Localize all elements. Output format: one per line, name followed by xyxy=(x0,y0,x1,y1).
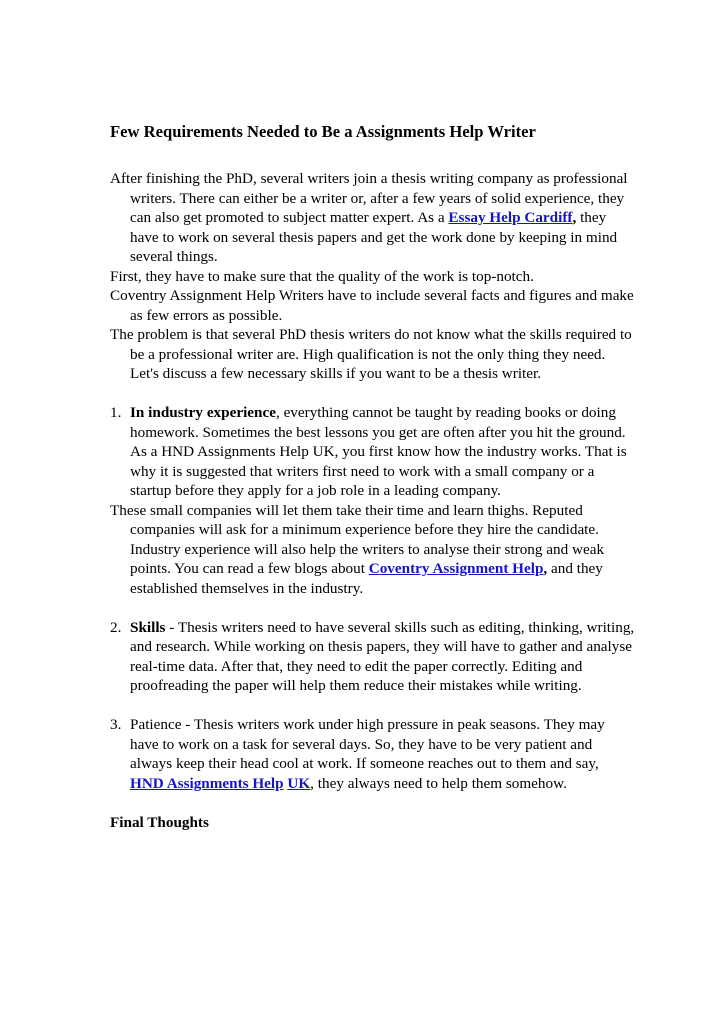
list-body-1: , everything cannot be taught by reading books or doing homework. Sometimes the best lessons you get are often after you hit the ground. As a HND Assignments Help UK, you first know how the industry works. That is why it is suggested that writers first need to work with a small company or a startup before they apply for a job role in a leading company. xyxy=(130,404,627,499)
list-body-2: - Thesis writers need to have several skills such as editing, thinking, writing, and research. While working on thesis papers, they will have to gather and analyse real-time data. After that, they need to edit the paper correctly. Editing and proofreading the paper will help them reduce their mistakes while writing. xyxy=(130,618,635,694)
list-bold-1: In industry experience xyxy=(130,404,276,421)
intro-paragraph-3: Coventry Assignment Help Writers have to include several facts and figures and make as few errors as possible. xyxy=(110,287,634,324)
document-body xyxy=(110,121,635,832)
item1-follow-before: These small companies will let them take their time and learn thighs. Reputed companies will ask for a minimum experience before they hire the candidate. Industry experience will also help the writers to analyse their strong and weak points. You can read a few blogs about xyxy=(110,501,605,577)
item1-follow-paragraph xyxy=(110,501,635,599)
intro-text-after-link: they have to work on several thesis papers and get the work done by keeping in mind several things. xyxy=(130,209,618,265)
list-body-3-after: , they always need to help them somehow. xyxy=(310,774,567,792)
uk-link[interactable]: UK xyxy=(287,774,311,792)
list-text-1 xyxy=(130,403,635,501)
essay-help-cardiff-link[interactable]: Essay Help Cardiff xyxy=(448,209,573,226)
list-item-2 xyxy=(110,618,635,696)
list-item-3 xyxy=(110,715,635,793)
list-item-1 xyxy=(110,403,635,501)
spacer xyxy=(110,598,635,618)
spacer xyxy=(110,793,635,813)
intro-text-before-link: After finishing the PhD, several writers join a thesis writing company as professional writers. There can either be a writer or, after a few years of solid experience, they can also get promoted to subject matter expert. As a xyxy=(110,170,628,226)
list-number-2: 2. xyxy=(110,618,122,636)
spacer xyxy=(110,696,635,716)
list-number-3: 3. xyxy=(110,716,122,733)
intro-paragraph-2: First, they have to make sure that the quality of the work is top-notch. xyxy=(110,267,534,285)
intro-link-comma: , xyxy=(572,209,577,226)
list-text-2 xyxy=(130,618,635,696)
hnd-assignments-help-link[interactable]: HND Assignments Help xyxy=(130,774,284,792)
spacer xyxy=(110,384,635,404)
final-thoughts-heading: Final Thoughts xyxy=(110,813,209,831)
list-bold-2: Skills xyxy=(130,618,166,636)
intro-paragraph-1 xyxy=(110,169,635,267)
list-text-3 xyxy=(130,715,635,793)
coventry-assignment-help-link[interactable]: Coventry Assignment Help xyxy=(368,560,544,577)
list-number-1: 1. xyxy=(110,404,122,421)
list-body-3-before: Patience - Thesis writers work under high pressure in peak seasons. They may have to work on a task for several days. So, they have to be very patient and always keep their head cool at work. If someone reaches out to them and say, xyxy=(130,716,605,772)
item1-follow-after: and they established themselves in the industry. xyxy=(130,560,603,597)
document-title: Few Requirements Needed to Be a Assignments Help Writer xyxy=(110,122,536,141)
item1-link-comma: , xyxy=(543,560,548,577)
intro-paragraph-4: The problem is that several PhD thesis writers do not know what the skills required to be a professional writer are. High qualification is not the only thing they need. Let's discuss a few necessary skills if you want to be a thesis writer. xyxy=(110,326,632,382)
